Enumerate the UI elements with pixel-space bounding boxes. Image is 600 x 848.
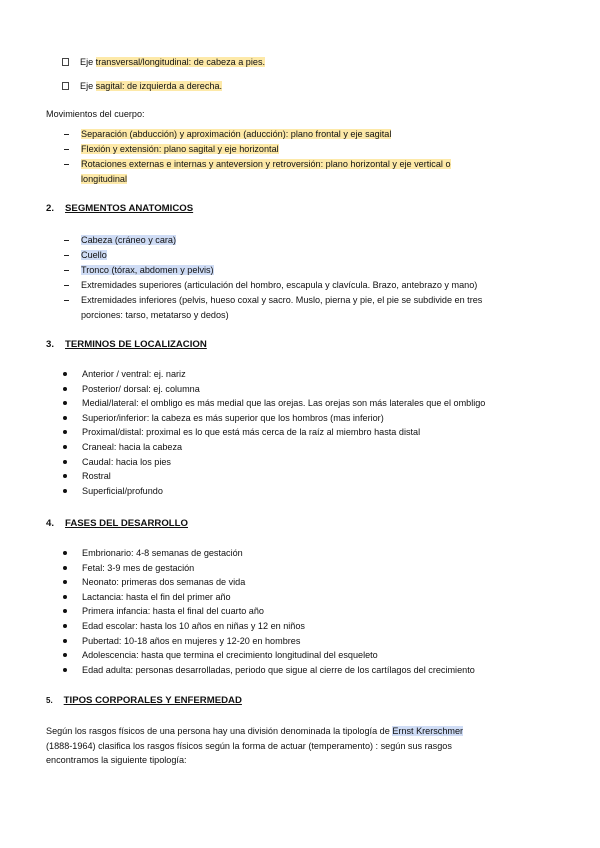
segmento-item-text: Extremidades superiores (articulación del hombro, escapula y clavícula. Brazo, antebrazo y mano) [81,280,478,290]
section-title: TIPOS CORPORALES Y ENFERMEDAD [63,695,242,706]
fase-item: Edad escolar: hasta los 10 años en niñas y 12 en niños [82,621,305,631]
bullet-dot-icon [63,460,67,464]
fase-item: Pubertad: 10-18 años en mujeres y 12-20 en hombres [82,635,301,646]
section-heading-5 [46,695,242,707]
termino-item: Posterior/ dorsal: ej. columna [82,383,200,394]
bullet-dot-icon [63,595,67,599]
bullet-dot-icon [63,551,67,555]
paragraph-line-3: encontramos la siguiente tipología: [46,755,187,765]
dash-bullet-icon [64,164,69,165]
bullet-dot-icon [63,489,67,493]
bullet-dot-icon [63,566,67,570]
movimiento-item [81,128,391,140]
movimiento-item-text: Flexión y extensión: plano sagital y eje horizontal [81,144,279,154]
fase-item: Lactancia: hasta el fin del primer año [82,591,231,602]
segmento-item-text: Cuello [81,250,107,260]
checkbox-bullet-icon [62,82,69,90]
termino-item: Superficial/profundo [82,485,163,496]
segmento-item [81,264,214,276]
section-heading-3 [46,339,207,351]
dash-bullet-icon [64,270,69,271]
highlighted-name: Ernst Krerschmer [392,726,464,736]
paragraph-line-2: (1888-1964) clasifica los rasgos físicos según la forma de actuar (temperamento) : según sus rasgos [46,741,452,751]
section-number: 3. [46,339,55,350]
movimiento-item [81,173,127,185]
segmento-item [81,279,477,291]
dash-bullet-icon [64,240,69,241]
dash-bullet-icon [64,255,69,256]
termino-item: Medial/lateral: el ombligo es más medial que las orejas. Las orejas son más laterales que el ombligo [82,398,486,409]
bullet-dot-icon [63,372,67,376]
termino-item: Proximal/distal: proximal es lo que está más cerca de la raíz al miembro hasta distal [82,427,421,438]
dash-bullet-icon [64,134,69,135]
dash-bullet-icon [64,149,69,150]
segmento-item [81,309,229,321]
section-title: TERMINOS DE LOCALIZACION [65,339,207,350]
bullet-dot-icon [63,401,67,405]
fase-item: Adolescencia: hasta que termina el crecimiento longitudinal del esqueleto [82,650,378,661]
section-title: SEGMENTOS ANATOMICOS [65,203,194,214]
bullet-dot-icon [63,445,67,449]
fase-item: Neonato: primeras dos semanas de vida [82,577,246,588]
fase-item: Primera infancia: hasta el final del cuarto año [82,606,264,617]
axis-item-text: transversal/longitudinal: de cabeza a pies. [95,57,266,67]
segmento-item [81,294,482,306]
segmento-item-text: Cabeza (cráneo y cara) [81,235,177,245]
movimiento-item [81,158,451,170]
bullet-dot-icon [63,624,67,628]
axis-item-text: sagital: de izquierda a derecha. [95,81,223,91]
termino-item: Superior/inferior: la cabeza es más superior que los hombros (mas inferior) [82,412,384,423]
segmento-item-text: Extremidades inferiores (pelvis, hueso coxal y sacro. Muslo, pierna y pie, el pie se subdivide en tres [81,295,483,305]
termino-item: Craneal: hacia la cabeza [82,442,183,452]
section-number: 4. [46,518,55,529]
movimientos-title: Movimientos del cuerpo: [46,109,145,119]
segmento-item-text: Tronco (tórax, abdomen y pelvis) [81,265,214,275]
checkbox-bullet-icon [62,58,69,66]
dash-bullet-icon [64,300,69,301]
bullet-dot-icon [63,387,67,391]
termino-item: Rostral [82,471,111,482]
segmento-item [81,249,107,261]
bullet-dot-icon [63,580,67,584]
termino-item: Anterior / ventral: ej. nariz [82,369,186,379]
section-heading-4 [46,518,188,530]
section-heading-2 [46,203,193,215]
bullet-dot-icon [63,416,67,420]
movimiento-item [81,143,279,155]
movimiento-item-text: Rotaciones externas e internas y anteversion y retroversión: plano horizontal y eje vertical o [81,159,451,169]
bullet-dot-icon [63,653,67,657]
movimiento-item-text: Separación (abducción) y aproximación (aducción): plano frontal y eje sagital [81,129,392,139]
bullet-dot-icon [63,609,67,613]
bullet-dot-icon [63,474,67,478]
termino-item: Caudal: hacia los pies [82,456,171,467]
section-title: FASES DEL DESARROLLO [65,518,188,529]
dash-bullet-icon [64,285,69,286]
axis-item-text: Eje [80,57,96,67]
axis-item [80,80,222,92]
segmento-item [81,234,176,246]
paragraph-line-1 [46,725,463,737]
axis-item-text: Eje [80,81,96,91]
section-number: 5. [46,696,53,705]
fase-item: Edad adulta: personas desarrolladas, periodo que sigue al cierre de los cartílagos del crecimiento [82,664,475,675]
movimiento-item-text: longitudinal [81,174,128,184]
bullet-dot-icon [63,639,67,643]
section-number: 2. [46,203,55,214]
axis-item [80,56,265,68]
bullet-dot-icon [63,430,67,434]
segmento-item-text: porciones: tarso, metatarso y dedos) [81,310,229,320]
bullet-dot-icon [63,668,67,672]
paragraph-text: Según los rasgos físicos de una persona hay una división denominada la tipología de [46,726,393,736]
fase-item: Fetal: 3-9 mes de gestación [82,562,195,573]
fase-item: Embrionario: 4-8 semanas de gestación [82,548,243,558]
